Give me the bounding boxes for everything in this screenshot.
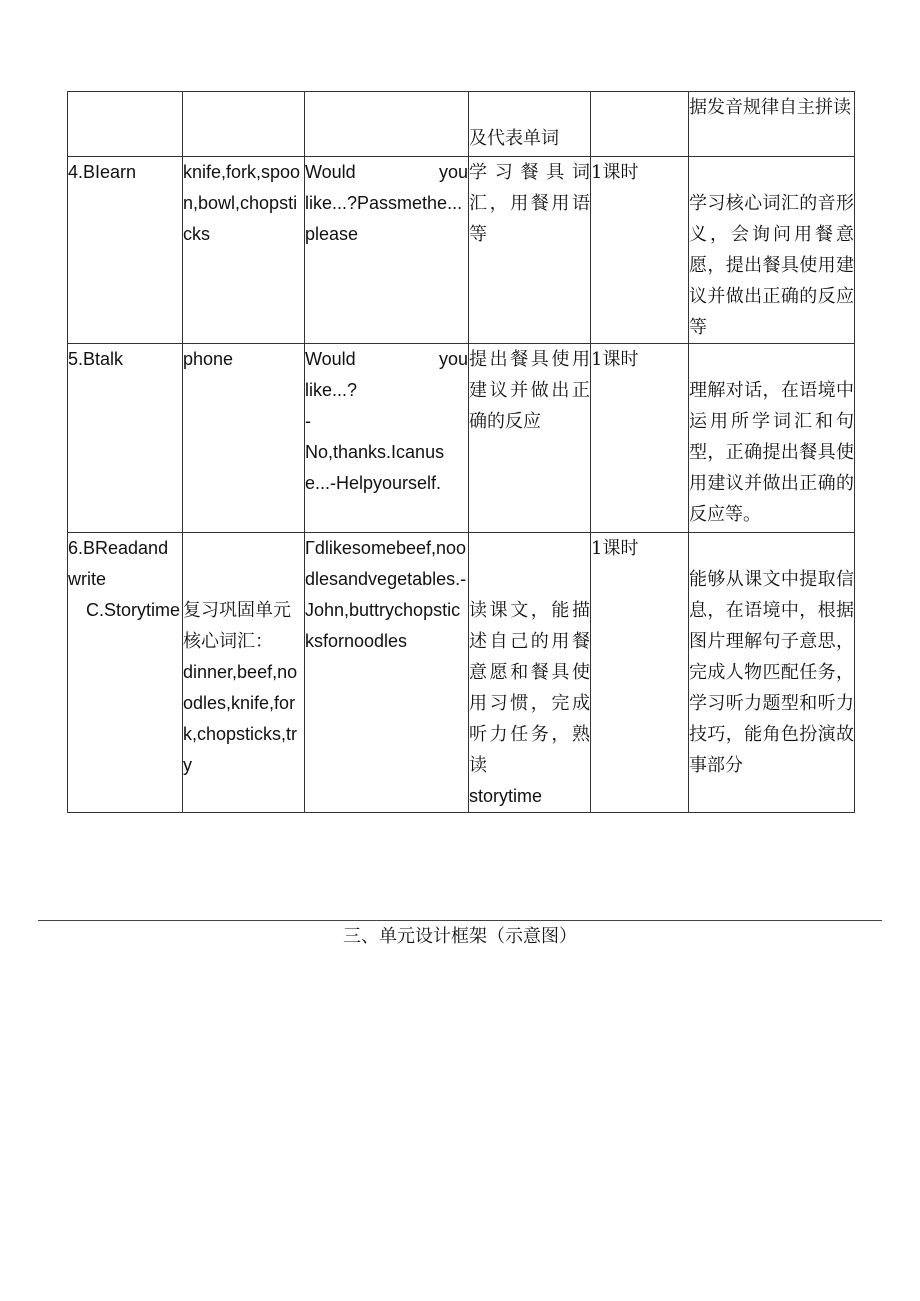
cell-content	[469, 533, 591, 813]
cell-vocabulary: knife,fork,spoon,bowl,chopsticks	[183, 157, 305, 344]
content-storytime: storytime	[469, 786, 543, 806]
content-text: 读课文，能描述自己的用餐意愿和餐具使用习惯，完成听力任务，熟读	[469, 600, 590, 776]
vocabulary-words: dinner,beef,noodles,knife,fork,chopsticks,try	[183, 662, 298, 775]
content-text: 及代表单词	[469, 128, 559, 149]
sentence-line	[305, 344, 468, 375]
table-row	[68, 533, 855, 813]
cell-hours: 1课时	[591, 157, 689, 344]
cell-lesson: 4.BIearn	[68, 157, 183, 344]
cell-lesson	[68, 533, 183, 813]
objectives-text: 学习核心词汇的音形义，会询问用餐意愿，提出餐具使用建议并做出正确的反应等	[689, 193, 854, 338]
objectives-text: 理解对话，在语境中运用所学词汇和句型，正确提出餐具使用建议并做出正确的反应等。	[689, 380, 854, 525]
cell-content	[469, 92, 591, 157]
cell-lesson: 5.Btalk	[68, 344, 183, 533]
cell-content: 学习餐具词汇，用餐用语等	[469, 157, 591, 344]
cell-lesson	[68, 92, 183, 157]
sentence-text: like...?Passmethe...please	[305, 193, 463, 244]
sentence-word: Would	[305, 162, 356, 182]
cell-vocabulary	[183, 92, 305, 157]
cell-sentences: Γdlikesomebeef,noodlesandvegetables.-John,buttrychopsticksfornoodles	[305, 533, 469, 813]
sentence-text: like...?	[305, 380, 358, 400]
cell-hours: 1课时	[591, 533, 689, 813]
lesson-title: 6.BReadand write	[68, 538, 169, 589]
cell-hours	[591, 92, 689, 157]
sentence-line	[305, 157, 468, 188]
cell-sentences	[305, 344, 469, 533]
table-row	[68, 157, 855, 344]
cell-vocabulary	[183, 533, 305, 813]
cell-hours: 1课时	[591, 344, 689, 533]
lesson-subtitle: C.Storytime	[86, 600, 181, 620]
cell-sentences	[305, 92, 469, 157]
sentence-dash: -	[305, 411, 311, 431]
cell-sentences	[305, 157, 469, 344]
cell-objectives	[689, 344, 855, 533]
table-row	[68, 344, 855, 533]
sentence-word: you	[438, 162, 468, 182]
cell-objectives	[689, 157, 855, 344]
cell-objectives: 据发音规律自主拼读	[689, 92, 855, 157]
section-divider	[38, 920, 882, 921]
objectives-text: 能够从课文中提取信息，在语境中，根据图片理解句子意思，完成人物匹配任务，学习听力题型和听力技巧，能角色扮演故事部分	[689, 569, 854, 776]
lesson-plan-table	[67, 91, 855, 813]
section-title: 三、单元设计框架（示意图）	[343, 926, 577, 947]
cell-vocabulary: phone	[183, 344, 305, 533]
table-row	[68, 92, 855, 157]
cell-content: 提出餐具使用建议并做出正确的反应	[469, 344, 591, 533]
sentence-word: Would	[305, 349, 356, 369]
sentence-word: you	[438, 349, 468, 369]
cell-objectives	[689, 533, 855, 813]
sentence-text: No,thanks.Icanuse...-Helpyourself.	[305, 442, 445, 493]
vocabulary-intro: 复习巩固单元核心词汇：	[183, 600, 291, 652]
